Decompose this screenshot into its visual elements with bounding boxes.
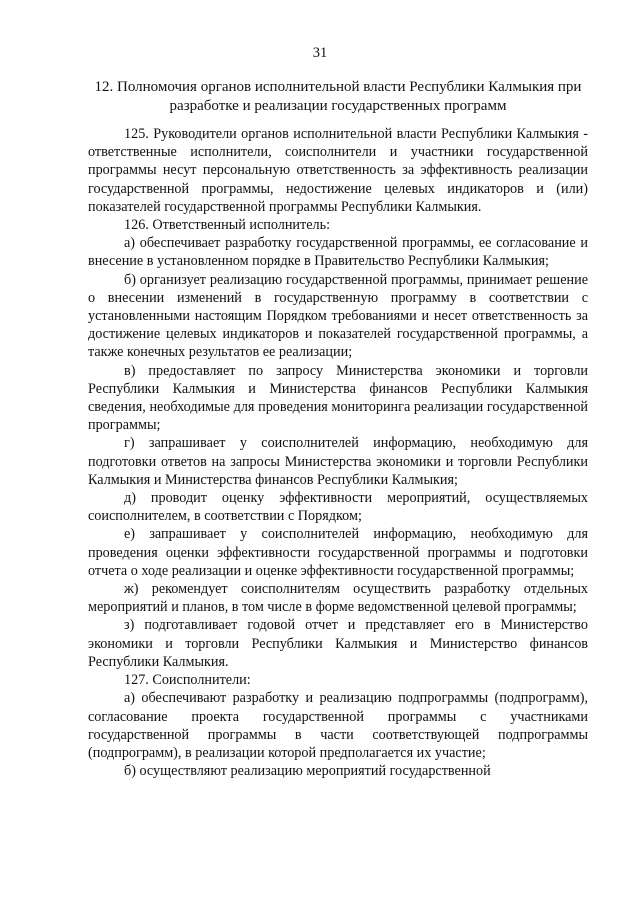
paragraph-126-v: в) предоставляет по запросу Министерства экономики и торговли Республики Калмыкия и Министерства финансов Республики Калмыкия сведения, необходимые для проведения мониторинга реализации государственной программы; (88, 362, 588, 434)
body-text (88, 125, 588, 780)
paragraph-126-zh: ж) рекомендует соисполнителям осуществить разработку отдельных мероприятий и планов, в том числе в форме ведомственной целевой программы; (88, 581, 588, 616)
paragraph-125: 125. Руководители органов исполнительной власти Республики Калмыкия - ответственные исполнители, соисполнители и участники государственной программы несут персональную ответственность за эффективность реализации государственной программы, недостижение целевых индикаторов и (или) показателей государственной программы Республики Калмыкия. (88, 126, 588, 215)
paragraph-126-d: д) проводит оценку эффективности мероприятий, осуществляемых соисполнителем, в соответствии с Порядком; (88, 490, 588, 525)
paragraph-126-a: а) обеспечивает разработку государственной программы, ее согласование и внесение в установленном порядке в Правительство Республики Калмыкия; (88, 235, 588, 270)
section-heading: 12. Полномочия органов исполнительной власти Республики Калмыкия при разработке и реализации государственных программ (94, 79, 582, 114)
paragraph-127-a: а) обеспечивают разработку и реализацию подпрограммы (подпрограмм), согласование проекта государственной программы с участниками государственной программы в части соответствующей подпрограммы (подпрограмм), в реализации которой предполагается их участие; (88, 690, 588, 761)
paragraph-126-g: г) запрашивает у соисполнителей информацию, необходимую для подготовки ответов на запросы Министерства экономики и торговли Республики Калмыкия и Министерства финансов Республики Калмыкия; (88, 435, 588, 488)
paragraph-127-b: б) осуществляют реализацию мероприятий государственной (124, 763, 491, 780)
paragraph-126: 126. Ответственный исполнитель: (124, 217, 331, 234)
paragraph-126-z: з) подготавливает годовой отчет и представляет его в Министерство экономики и торговли Республики Калмыкия и Министерство финансов Республики Калмыкия. (88, 617, 588, 670)
paragraph-127: 127. Соисполнители: (124, 672, 251, 689)
paragraph-126-e: е) запрашивает у соисполнителей информацию, необходимую для проведения оценки эффективности государственной программы и подготовки отчета о ходе реализации и оценке эффективности государственной программы; (88, 526, 588, 579)
paragraph-126-b: б) организует реализацию государственной программы, принимает решение о внесении изменений в государственную программу в соответствии с установленными настоящим Порядком требованиями и несет ответственность за достижение целевых индикаторов и показателей государственной программы, а также конечных результатов ее реализации; (88, 271, 588, 361)
page-number: 31 (312, 45, 328, 61)
